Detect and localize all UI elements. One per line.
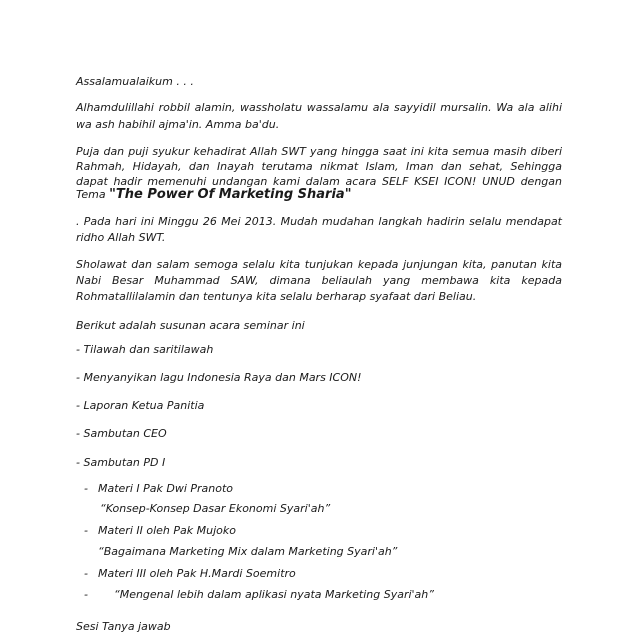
agenda-item-committee-report: - Laporan Ketua Panitia (76, 399, 205, 412)
closing-session: Sesi Tanya jawab (76, 620, 171, 633)
materi-3-dash: - (84, 567, 88, 580)
materi-1-dash: - (84, 482, 88, 495)
paragraph-sholawat-line-3: Rohmatallilalamin dan tentunya kita selalu berharap syafaat dari Beliau. (76, 290, 477, 303)
agenda-item-anthem: - Menyanyikan lagu Indonesia Raya dan Mars ICON! (76, 371, 362, 384)
paragraph-gratitude-line-1: Puja dan puji syukur kehadirat Allah SWT yang hingga saat ini kita semua masih diberi (76, 145, 562, 158)
theme-prefix: Tema (76, 188, 110, 201)
paragraph-sholawat-line-2: Nabi Besar Muhammad SAW, dimana beliaulah yang membawa kita kepada (76, 274, 562, 287)
paragraph-opening-line-2: wa ash habihil ajma'in. Amma ba'du. (76, 118, 280, 131)
theme-title: "The Power Of Marketing Sharia" (109, 187, 352, 202)
agenda-item-ceo-speech: - Sambutan CEO (76, 427, 167, 440)
agenda-intro: Berikut adalah susunan acara seminar ini (76, 319, 305, 332)
paragraph-sholawat-line-1: Sholawat dan salam semoga selalu kita tunjukan kepada junjungan kita, panutan kita (76, 258, 562, 271)
greeting: Assalamualaikum . . . (76, 75, 194, 88)
paragraph-gratitude-line-3: dapat hadir memenuhi undangan kami dalam acara SELF KSEI ICON! UNUD dengan (76, 175, 562, 188)
theme-line (76, 188, 351, 202)
materi-2-topic: “Bagaimana Marketing Mix dalam Marketing Syari'ah” (98, 545, 398, 558)
agenda-item-tilawah: - Tilawah dan saritilawah (76, 343, 214, 356)
materi-3-title: Materi III oleh Pak H.Mardi Soemitro (98, 567, 296, 580)
materi-4-dash: - (84, 588, 88, 601)
materi-1-title: Materi I Pak Dwi Pranoto (98, 482, 234, 495)
paragraph-date-line-1: . Pada hari ini Minggu 26 Mei 2013. Mudah mudahan langkah hadirin selalu mendapat (76, 215, 562, 228)
paragraph-date-line-2: ridho Allah SWT. (76, 231, 166, 244)
materi-2-title: Materi II oleh Pak Mujoko (98, 524, 236, 537)
materi-2-dash: - (84, 524, 88, 537)
paragraph-gratitude-line-2: Rahmah, Hidayah, dan Inayah terutama nikmat Islam, Iman dan sehat, Sehingga (76, 160, 562, 173)
materi-1-topic: “Konsep-Konsep Dasar Ekonomi Syari'ah” (100, 502, 331, 515)
paragraph-opening-line-1: Alhamdulillahi robbil alamin, wassholatu wassalamu ala sayyidil mursalin. Wa ala alihi (76, 101, 562, 114)
agenda-item-pd-speech: - Sambutan PD I (76, 456, 166, 469)
materi-4-title: “Mengenal lebih dalam aplikasi nyata Marketing Syari'ah” (114, 588, 434, 601)
